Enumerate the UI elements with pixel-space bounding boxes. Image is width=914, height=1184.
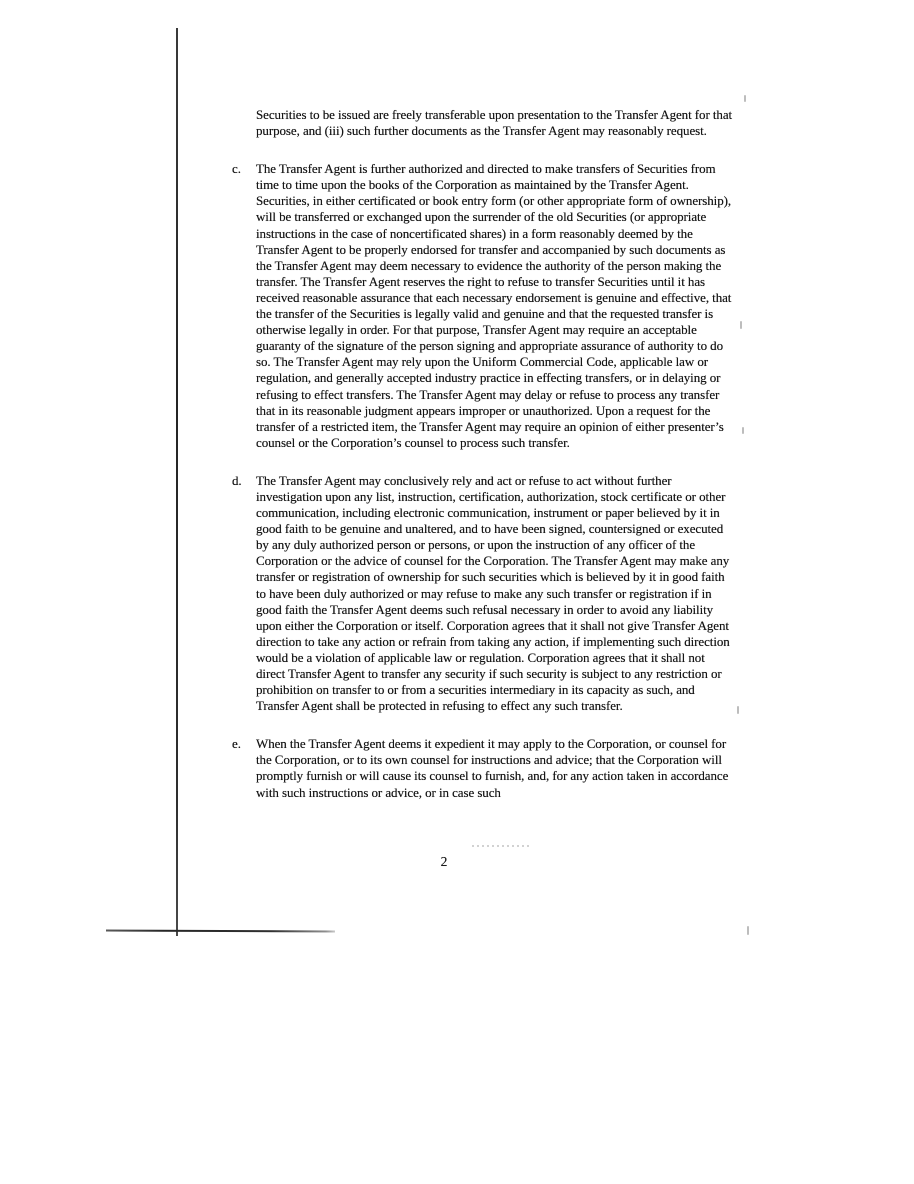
list-item-d (232, 473, 736, 714)
scan-artifact (740, 321, 742, 329)
bottom-left-scan-line (106, 930, 335, 933)
paragraph-e-text: When the Transfer Agent deems it expedient it may apply to the Corporation, or counsel for the Corporation, or to its own counsel for instructions and advice; that the Corporation will promptly furnish or will cause its counsel to furnish, and, for any action taken in accordance with such instructions or advice, or in case such (256, 736, 729, 800)
scan-artifact (744, 95, 746, 102)
paragraph-c-text: The Transfer Agent is further authorized and directed to make transfers of Securities from time to time upon the books of the Corporation as maintained by the Transfer Agent. Securities, in either certificated or book entry form (or other appropriate form of ownership), will be transferred or exchanged upon the surrender of the old Securities (or appropriate instructions in the case of noncertificated shares) in a form reasonably deemed by the Transfer Agent to be properly endorsed for transfer and accompanied by such documents as the Transfer Agent may deem necessary to evidence the authority of the person making the transfer. The Transfer Agent reserves the right to refuse to transfer Securities until it has received reasonable assurance that each necessary endorsement is genuine and effective, that the transfer of the Securities is legally valid and genuine and that the requested transfer is otherwise legally in order. For that purpose, Transfer Agent may require an acceptable guaranty of the signature of the person signing and appropriate assurance of authority to do so. The Transfer Agent may rely upon the Uniform Commercial Code, applicable law or regulation, and generally accepted industry practice in effecting transfers, or in delaying or refusing to effect transfers. The Transfer Agent may delay or refuse to process any transfer that in its reasonable judgment appears improper or unauthorized. Upon a request for the transfer of a restricted item, the Transfer Agent may require an opinion of either presenter’s counsel or the Corporation’s counsel to process such transfer. (256, 161, 732, 450)
scan-artifact (747, 926, 749, 935)
intro-paragraph: Securities to be issued are freely transferable upon presentation to the Transfer Agent for that purpose, and (iii) such further documents as the Transfer Agent may reasonably request. (256, 107, 733, 139)
paragraph-d-text: The Transfer Agent may conclusively rely and act or refuse to act without further investigation upon any list, instruction, certification, authorization, stock certificate or other communication, including electronic communication, instrument or paper believed by it in good faith to be genuine and unaltered, and to have been signed, countersigned or executed by any duly authorized person or persons, or upon the instruction of any officer of the Corporation or the advice of counsel for the Corporation. The Transfer Agent may make any transfer or registration of ownership for such securities which is believed by it in good faith to have been duly authorized or may refuse to make any such transfer or registration if in good faith the Transfer Agent deems such refusal necessary in order to avoid any liability upon either the Corporation or itself. Corporation agrees that it shall not give Transfer Agent direction to take any action or refrain from taking any action, if implementing such direction would be a violation of applicable law or regulation. Corporation agrees that it shall not direct Transfer Agent to transfer any security if such security is subject to any restriction or prohibition on transfer to or from a securities intermediary in its capacity as such, and Transfer Agent shall be protected in refusing to effect any such transfer. (256, 472, 730, 714)
list-marker-c: c. (232, 161, 241, 177)
left-margin-scan-line (176, 28, 178, 936)
scan-artifact (737, 706, 739, 714)
scan-artifact (472, 845, 530, 847)
list-item-c (232, 161, 736, 451)
list-marker-e: e. (232, 736, 241, 752)
scan-artifact (742, 427, 744, 434)
list-item-e (232, 736, 736, 800)
page-number: 2 (440, 854, 448, 869)
list-marker-d: d. (232, 472, 242, 488)
document-body (232, 107, 736, 823)
